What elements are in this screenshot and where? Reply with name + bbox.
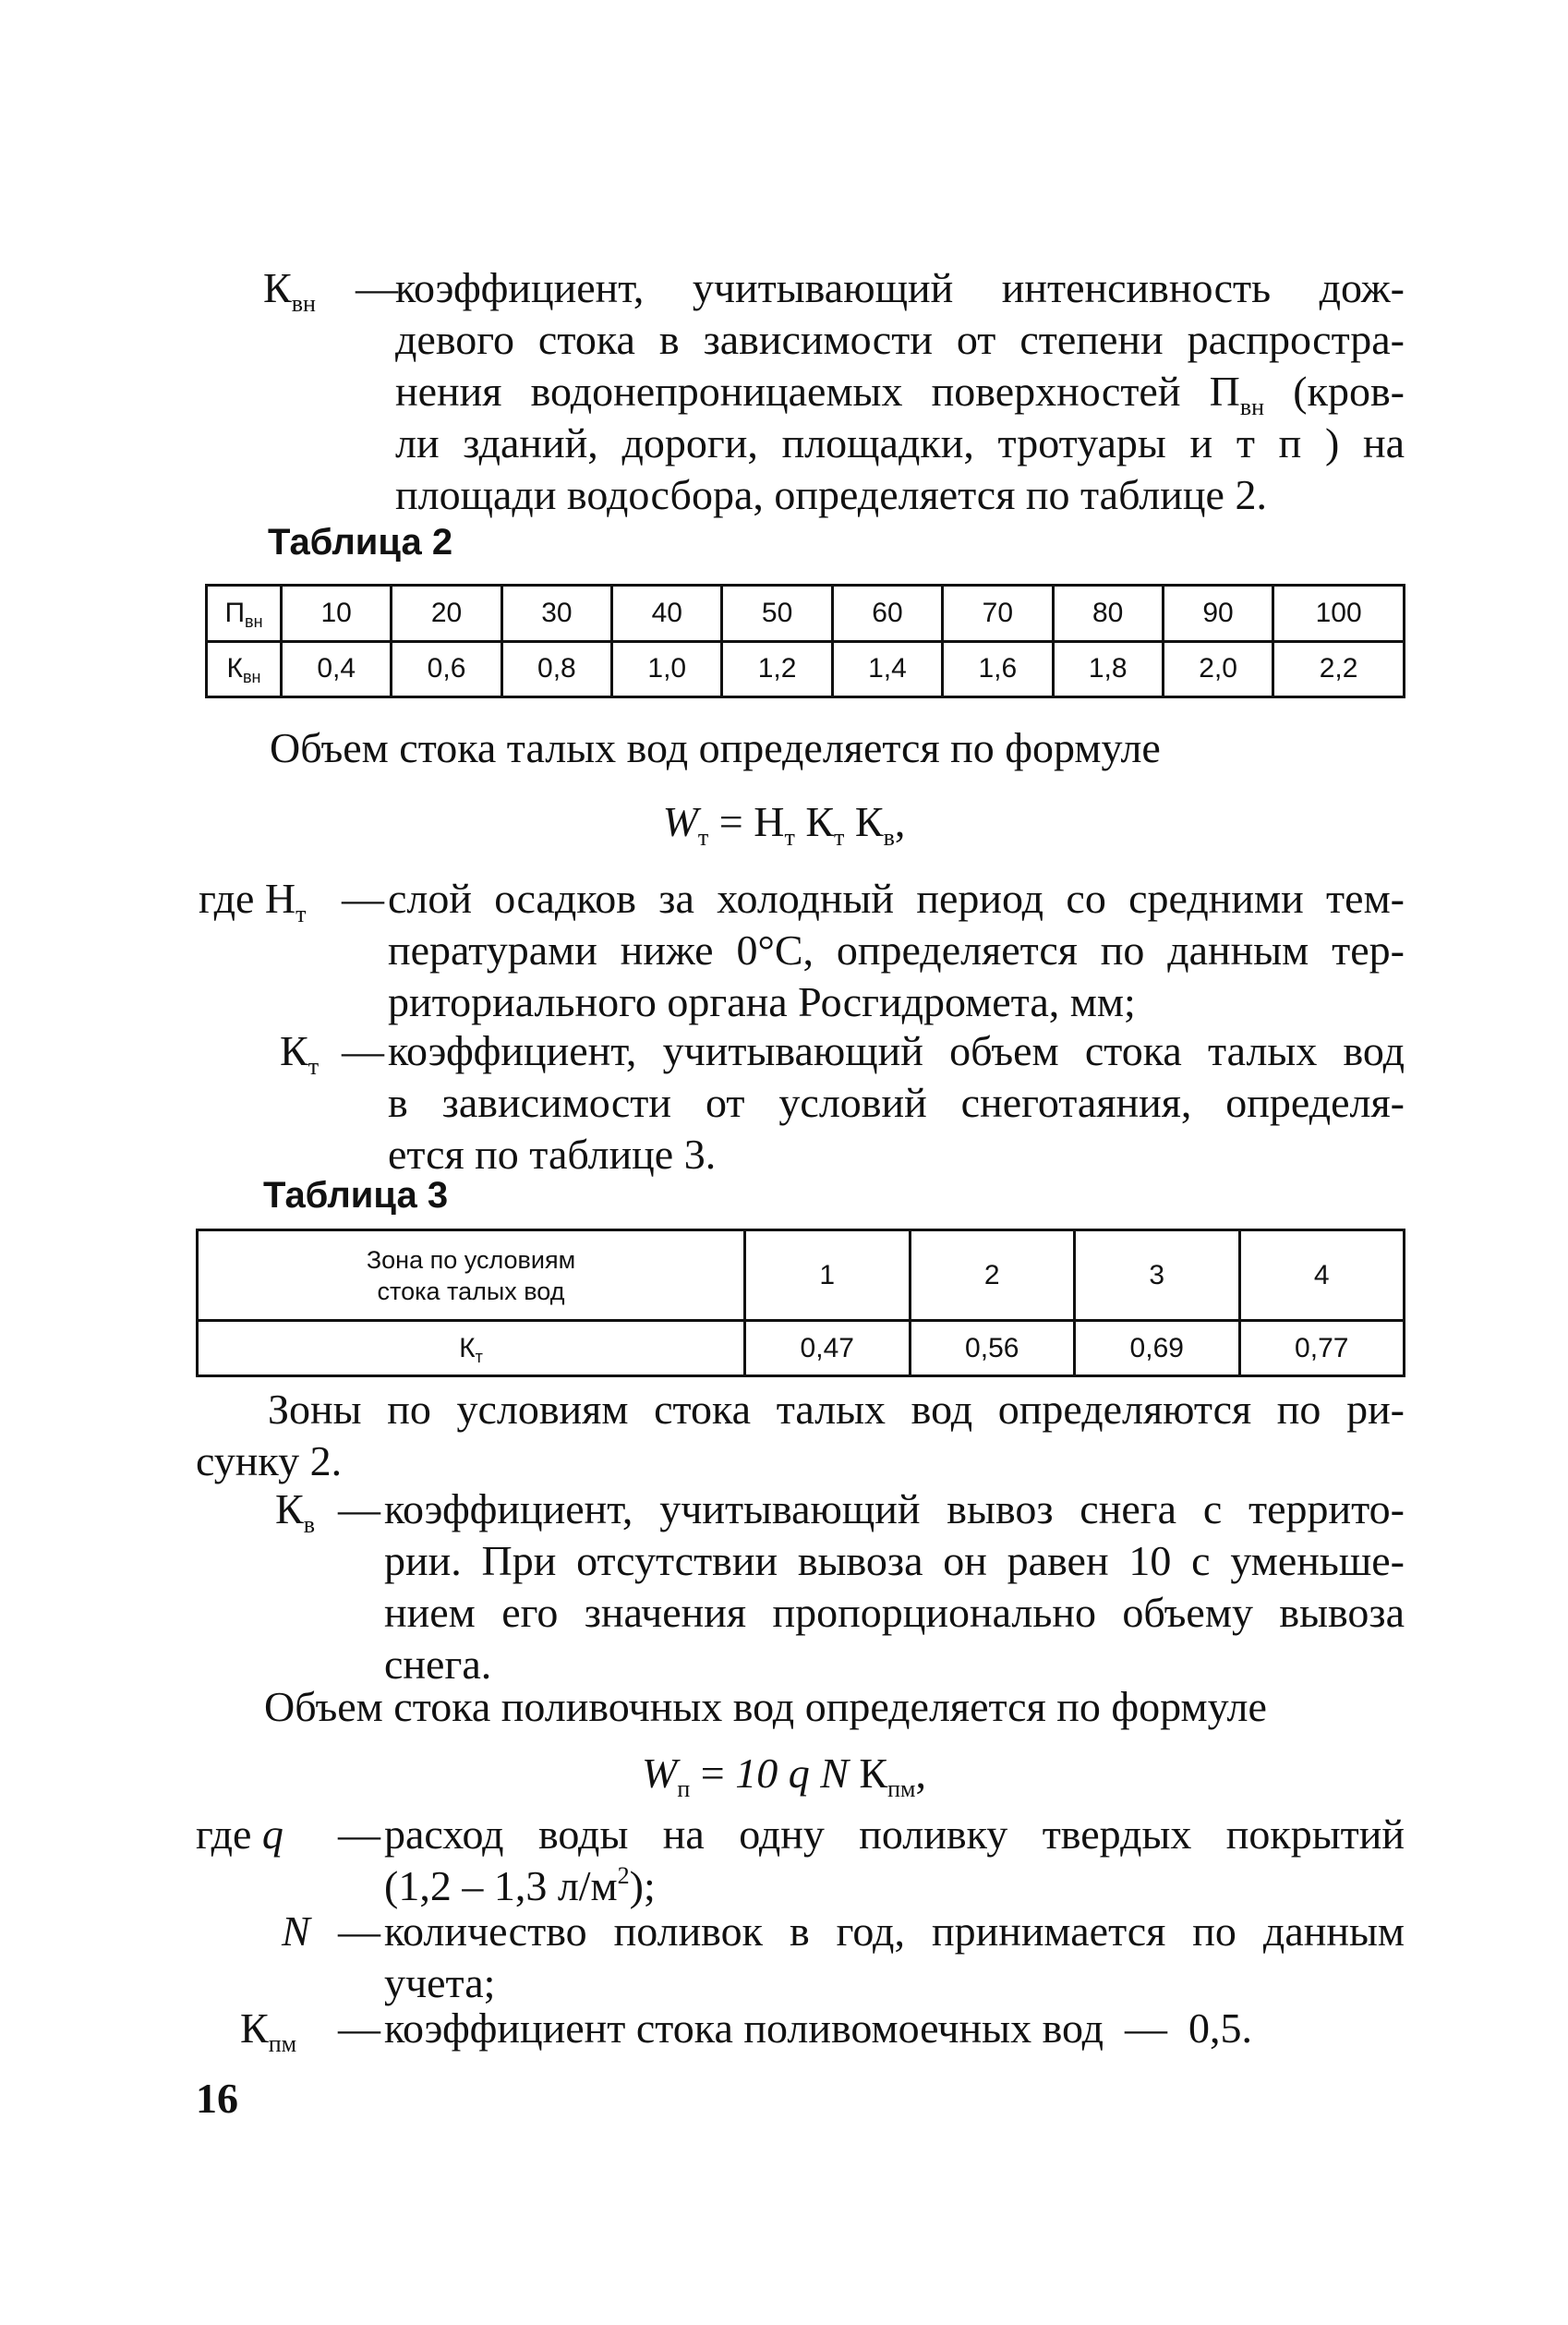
- q-dash: —: [338, 1810, 380, 1858]
- zones-paragraph: Зоны по условиям стока талых вод определяются по ри- сунку 2.: [196, 1386, 1405, 1484]
- kt-text: коэффициент, учитывающий объем стока талых вод в зависимости от условий снеготаяния, определя- ется по таблице 3.: [388, 1027, 1405, 1178]
- n-dash: —: [338, 1907, 380, 1955]
- table3-row-kt: [198, 1321, 1405, 1376]
- table2-cell: 1,6: [943, 641, 1053, 697]
- kt-dash: —: [342, 1027, 384, 1074]
- table2-cell: 40: [612, 586, 722, 642]
- kt-symbol: $К_т$: [280, 1027, 320, 1080]
- table2-cell: 100: [1273, 586, 1405, 642]
- table3-cell: 0,56: [910, 1321, 1075, 1376]
- table3: [196, 1229, 1405, 1377]
- q-symbol: где q: [196, 1810, 283, 1858]
- table2-cell: 20: [392, 586, 501, 642]
- table3-cell: 2: [910, 1230, 1075, 1321]
- wash-intro: Объем стока поливочных вод определяется по формуле: [264, 1683, 1267, 1730]
- melt-formula: $W_т = Н_т$ $К_т$ $К_в$,: [662, 798, 906, 851]
- ht-dash: —: [342, 875, 384, 922]
- kvn-text: коэффициент, учитывающий интенсивность дож- девого стока в зависимости от степени распростра- нения водонепроницаемых поверхностей $П_{вн}$ (кров- ли зданий, дороги, площадки, тротуары и т п ) на площади водосбора, определяется по таблице 2.: [395, 264, 1405, 518]
- table2-row-kvn: [207, 641, 1405, 697]
- table2-cell: 1,8: [1053, 641, 1163, 697]
- table2-cell: 2,2: [1273, 641, 1405, 697]
- table2-cell: 2,0: [1163, 641, 1272, 697]
- melt-intro: Объем стока талых вод определяется по формуле: [270, 724, 1161, 771]
- table3-cell: 1: [745, 1230, 911, 1321]
- n-symbol: N: [282, 1907, 310, 1955]
- table2-cell: 90: [1163, 586, 1272, 642]
- kvn-symbol: $К_{вн}$: [263, 264, 316, 317]
- table2-cell: 50: [722, 586, 832, 642]
- kv-symbol: $К_в$: [275, 1485, 315, 1538]
- page-number: 16: [196, 2075, 238, 2122]
- table3-head-kt: $К_т$: [198, 1321, 745, 1376]
- kv-text: коэффициент, учитывающий вывоз снега с террито- рии. При отсутствии вывоза он равен 10 с уменьше- нием его значения пропорционально объему вывоза снега.: [384, 1485, 1405, 1688]
- table3-cell: 4: [1239, 1230, 1405, 1321]
- n-text: количество поливок в год, принимается по данным учета;: [384, 1907, 1405, 2006]
- ht-text: слой осадков за холодный период со средними тем- пературами ниже 0°С, определяется по данным тер- риториального органа Росгидромета, мм;: [388, 875, 1405, 1025]
- table2-caption: Таблица 2: [268, 522, 453, 563]
- table2-cell: 30: [501, 586, 611, 642]
- wash-formula: $W_п = 10$ q N $К_{пм}$,: [642, 1750, 926, 1802]
- table2-cell: 0,6: [392, 641, 501, 697]
- table3-cell: 0,69: [1075, 1321, 1240, 1376]
- table2-cell: 0,4: [282, 641, 392, 697]
- kpm-symbol: $К_{пм}$: [240, 2004, 297, 2057]
- table3-cell: 3: [1075, 1230, 1240, 1321]
- table2-head-pvn: $П_{вн}$: [207, 586, 282, 642]
- table2: [205, 584, 1405, 698]
- table2-cell: 1,4: [832, 641, 942, 697]
- ht-symbol: где $Н_т$: [199, 875, 307, 927]
- table2-row-pvn: [207, 586, 1405, 642]
- table3-caption: Таблица 3: [263, 1175, 449, 1216]
- table2-cell: 1,0: [612, 641, 722, 697]
- table3-cell: 0,47: [745, 1321, 911, 1376]
- table2-cell: 1,2: [722, 641, 832, 697]
- kpm-dash: —: [338, 2004, 380, 2052]
- table3-row-zone: [198, 1230, 1405, 1321]
- table2-head-kvn: $К_{вн}$: [207, 641, 282, 697]
- q-text: расход воды на одну поливку твердых покрытий (1,2 – 1,3 $л/м^2$);: [384, 1810, 1405, 1909]
- kvn-dash: —: [356, 264, 398, 311]
- table2-cell: 80: [1053, 586, 1163, 642]
- table2-cell: 70: [943, 586, 1053, 642]
- table2-cell: 0,8: [501, 641, 611, 697]
- kv-dash: —: [338, 1485, 380, 1532]
- table2-cell: 10: [282, 586, 392, 642]
- table3-head-zone: Зона по условиям стока талых вод: [198, 1230, 745, 1321]
- table3-cell: 0,77: [1239, 1321, 1405, 1376]
- table2-cell: 60: [832, 586, 942, 642]
- kpm-text: коэффициент стока поливомоечных вод — 0,5.: [384, 2004, 1253, 2052]
